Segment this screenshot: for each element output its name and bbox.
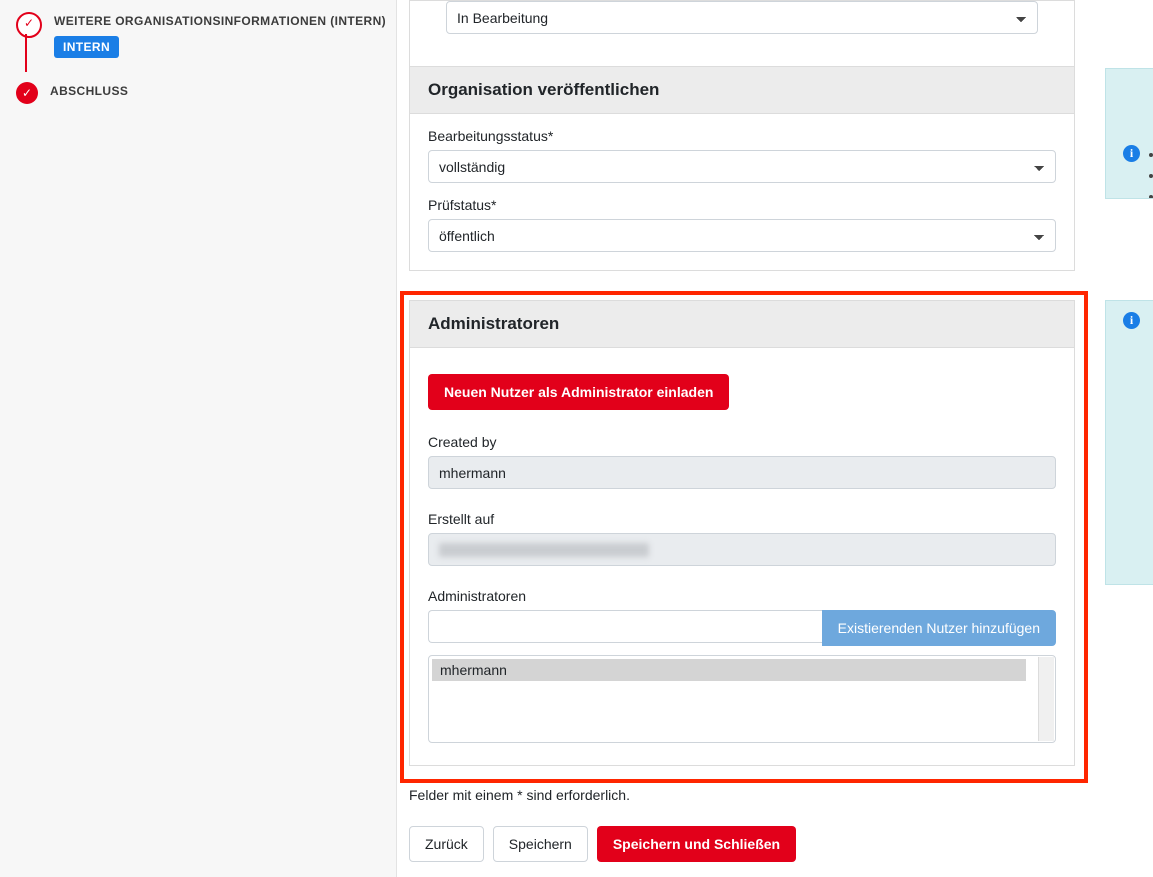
- info-icon: i: [1123, 145, 1140, 162]
- sidebar-item-label: ABSCHLUSS: [50, 84, 129, 98]
- pruefstatus-label: Prüfstatus*: [428, 197, 497, 213]
- wizard-sidebar: [0, 0, 397, 877]
- form-main-column: [409, 0, 1075, 271]
- administratoren-listbox[interactable]: [428, 655, 1056, 743]
- administratoren-input-group: [428, 610, 1056, 646]
- status-card-partial: [409, 0, 1075, 67]
- save-and-close-button[interactable]: Speichern und Schließen: [597, 826, 796, 862]
- publish-card: [409, 66, 1075, 271]
- bearbeitungsstatus-select[interactable]: [428, 150, 1056, 183]
- save-button[interactable]: Speichern: [493, 826, 588, 862]
- bearbeitungsstatus-label: Bearbeitungsstatus*: [428, 128, 554, 144]
- bullet-dot: [1149, 195, 1153, 199]
- sidebar-item-weitere-organisationsinformationen[interactable]: [16, 12, 386, 58]
- bullet-dot: [1149, 153, 1153, 157]
- pruefstatus-select[interactable]: [428, 219, 1056, 252]
- form-footer-buttons: [409, 826, 796, 862]
- created-on-redacted-value: [439, 543, 649, 557]
- sidebar-item-label: WEITERE ORGANISATIONSINFORMATIONEN (INTERN): [54, 14, 387, 28]
- bearbeitungsstatus-top-select[interactable]: [446, 1, 1038, 34]
- step-connector: [25, 34, 27, 72]
- administratoren-card: [409, 300, 1075, 766]
- created-by-label: Created by: [428, 434, 497, 450]
- administratoren-input[interactable]: [428, 610, 822, 643]
- bullet-dot: [1149, 174, 1153, 178]
- info-panel-publish: [1105, 68, 1153, 199]
- sidebar-item-abschluss[interactable]: [16, 82, 128, 104]
- administratoren-card-title: Administratoren: [410, 301, 1074, 348]
- listbox-scrollbar[interactable]: [1038, 657, 1054, 741]
- info-icon: i: [1123, 312, 1140, 329]
- created-by-field: [428, 456, 1056, 489]
- administratoren-label: Administratoren: [428, 588, 527, 604]
- created-on-label: Erstellt auf: [428, 511, 495, 527]
- check-circle-hollow-icon: ✓: [16, 12, 42, 38]
- status-badge-intern: INTERN: [54, 36, 119, 58]
- publish-card-title: Organisation veröffentlichen: [410, 67, 1074, 114]
- back-button[interactable]: Zurück: [409, 826, 484, 862]
- info-panel-administrators: [1105, 300, 1153, 585]
- invite-new-admin-button[interactable]: Neuen Nutzer als Administrator einladen: [428, 374, 729, 410]
- required-fields-note: Felder mit einem * sind erforderlich.: [409, 787, 630, 803]
- list-item[interactable]: mhermann: [432, 659, 1026, 681]
- check-circle-filled-icon: ✓: [16, 82, 38, 104]
- add-existing-user-button[interactable]: Existierenden Nutzer hinzufügen: [822, 610, 1056, 646]
